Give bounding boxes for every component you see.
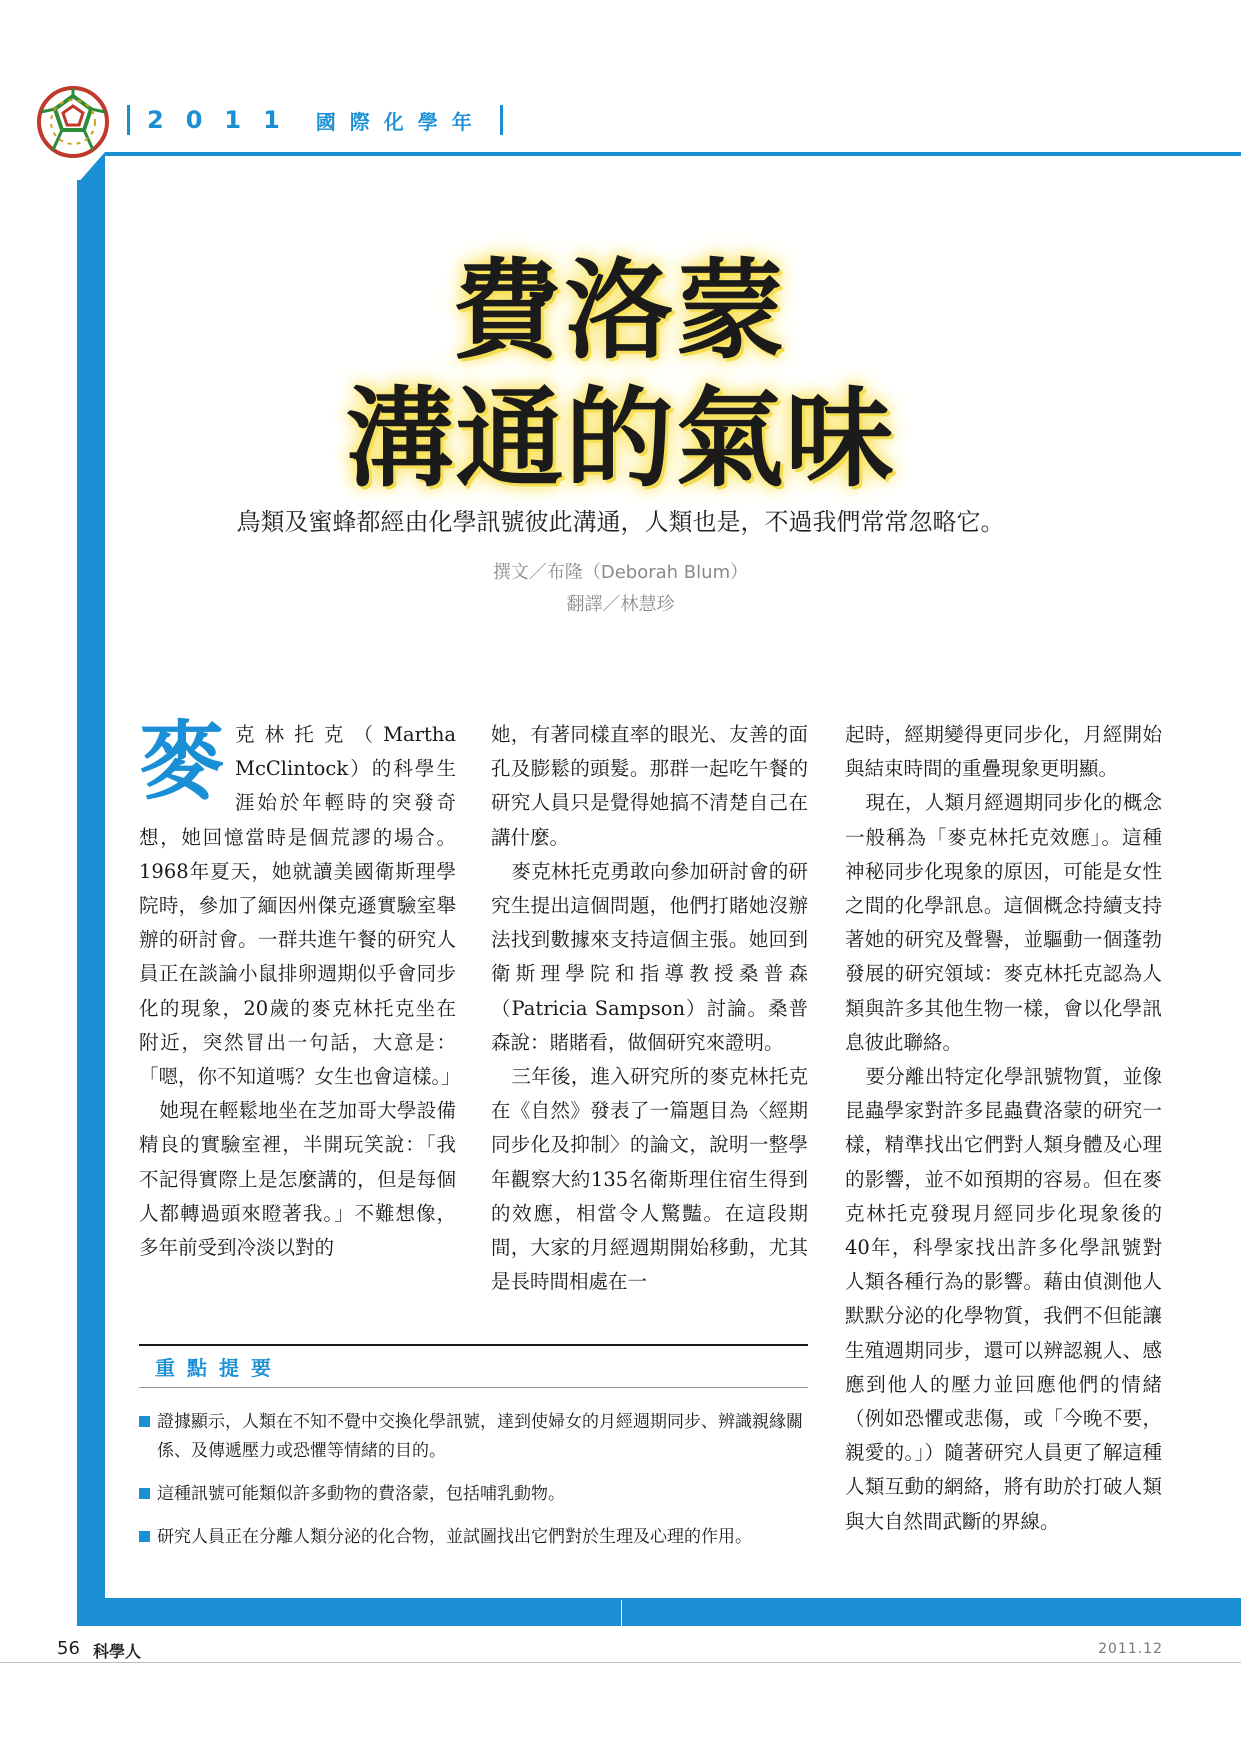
paragraph: 她，有著同樣直率的眼光、友善的面孔及膨鬆的頭髮。那群一起吃午餐的研究人員只是覺得她搞不清楚自己在講什麼。 [491,723,808,849]
drop-cap: 麥 [139,711,225,812]
key-points-heading: 重點提要 [155,1356,283,1380]
paragraph-text: 克林托克（Martha McClintock）的科學生涯始於年輕時的突發奇想，她回憶當時是個荒謬的場合。1968年夏天，她就讀美國衛斯理學院時，參加了緬因州傑克遜實驗室舉辦的研討會。一群共進午餐的研究人員正在談論小鼠排卵週期似乎會同步化的現象，20歲的麥克林托克坐在附近，突然冒出一句話，大意是：「嗯，你不知道嗎？女生也會這樣。」 [139,723,461,1089]
series-year: 2011 [147,106,302,134]
issue-date: 2011.12 [1098,1641,1163,1657]
key-point-item [139,1408,808,1466]
translator-credit: 翻譯／林慧珍 [566,594,675,615]
key-point-text: 研究人員正在分離人類分泌的化合物，並試圖找出它們對於生理及心理的作用。 [157,1527,752,1547]
series-bar-left [127,105,130,135]
series-header [127,102,506,138]
body-column-1 [139,711,461,1265]
key-point-text: 這種訊號可能類似許多動物的費洛蒙，包括哺乳動物。 [157,1484,565,1504]
bullet-square-icon [139,1531,150,1542]
body-column-3 [845,718,1162,1539]
key-points-top-rule [139,1344,808,1346]
article-title-line1: 費洛蒙 [452,248,789,374]
paragraph [139,711,461,1094]
series-name: 國際化學年 [315,109,486,134]
key-point-item [139,1480,808,1509]
author-credit: 撰文／布隆（Deborah Blum） [492,562,749,583]
frame-top-line [105,152,1241,156]
magazine-name: 科學人 [93,1642,142,1661]
key-point-item [139,1523,808,1552]
bullet-square-icon [139,1488,150,1499]
article-subtitle: 鳥類及蜜蜂都經由化學訊號彼此溝通，人類也是，不過我們常常忽略它。 [236,508,1005,536]
paragraph: 麥克林托克勇敢向參加研討會的研究生提出這個問題，他們打賭她沒辦法找到數據來支持這個主張。她回到衛斯理學院和指導教授桑普森（Patricia Sampson）討論。桑普森說：賭賭看，做個研究來證明。 [491,859,808,1054]
article-title-line2: 溝通的氣味 [345,376,896,502]
paragraph: 三年後，進入研究所的麥克林托克在《自然》發表了一篇題目為〈經期同步化及抑制〉的論文，說明一整學年觀察大約135名衛斯理住宿生得到的效應，相當令人驚豔。在這段期間，大家的月經週期開始移動，尤其是長時間相處在一 [491,1065,808,1294]
bullet-square-icon [139,1416,150,1427]
paragraph: 起時，經期變得更同步化，月經開始與結束時間的重疊現象更明顯。 [845,723,1162,781]
key-points-list [139,1408,808,1552]
page-number: 56 [57,1638,80,1659]
paragraph: 現在，人類月經週期同步化的概念一般稱為「麥克林托克效應」。這種神秘同步化現象的原因，可能是女性之間的化學訊息。這個概念持續支持著她的研究及聲譽，並驅動一個蓬勃發展的研究領域：麥克林托克認為人類與許多其他生物一樣，會以化學訊息彼此聯絡。 [845,791,1162,1054]
frame-bottom-bar [77,1598,1241,1626]
footer-rule [0,1662,1241,1663]
key-point-text: 證據顯示，人類在不知不覺中交換化學訊號，達到使婦女的月經週期同步、辨識親緣關係、及傳遞壓力或恐懼等情緒的目的。 [157,1412,803,1461]
paragraph: 她現在輕鬆地坐在芝加哥大學設備精良的實驗室裡，半開玩笑說：「我不記得實際上是怎麼講的，但是每個人都轉過頭來瞪著我。」不難想像，多年前受到冷淡以對的 [139,1099,456,1260]
fullerene-molecule-icon [33,82,113,162]
body-column-2 [491,718,808,1299]
key-points-box [139,1344,808,1566]
key-points-divider [139,1387,808,1388]
column-separator-mark [621,1600,622,1626]
series-bar-right [500,105,503,135]
paragraph: 要分離出特定化學訊號物質，並像昆蟲學家對許多昆蟲費洛蒙的研究一樣，精準找出它們對人類身體及心理的影響，並不如預期的容易。但在麥克林托克發現月經同步化現象後的40年，科學家找出許多化學訊號對人類各種行為的影響。藉由偵測他人默默分泌的化學物質，我們不但能讓生殖週期同步，還可以辨認親人、感應到他人的壓力並回應他們的情緒（例如恐懼或悲傷，或「今晚不要，親愛的。」）隨著研究人員更了解這種人類互動的網絡，將有助於打破人類與大自然間武斷的界線。 [845,1065,1162,1533]
